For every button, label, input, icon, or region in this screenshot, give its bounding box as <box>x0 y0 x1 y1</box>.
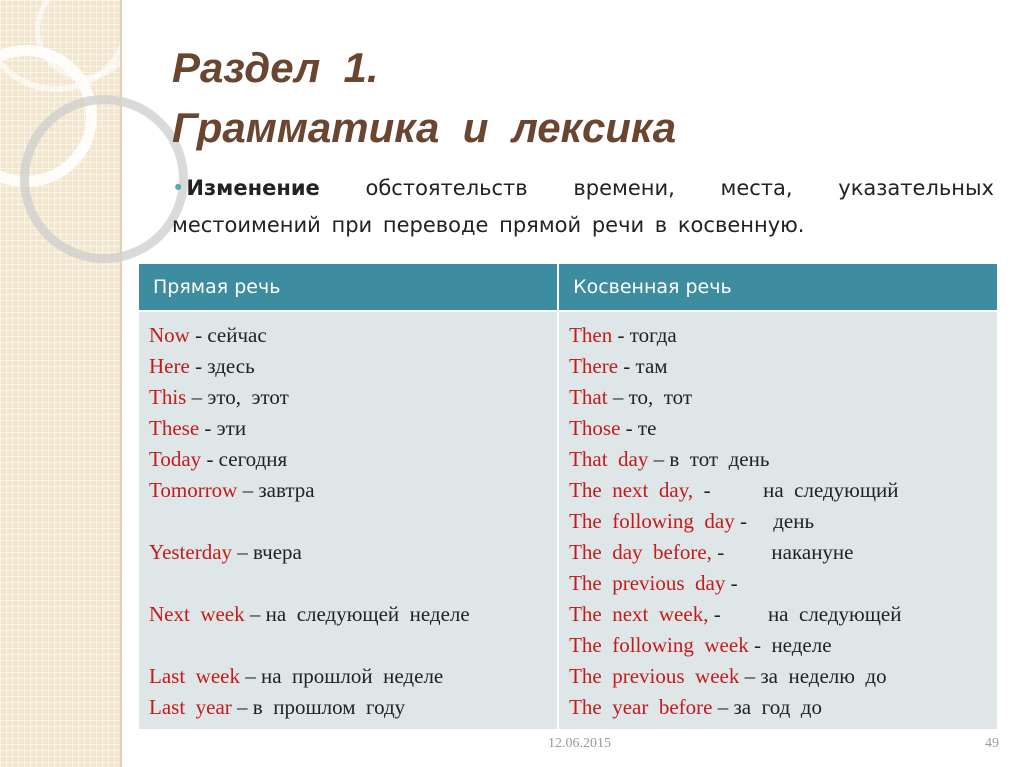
grammar-table <box>137 262 999 731</box>
russian-translation: – в прошлом году <box>231 695 406 719</box>
intro-text: обстоятельств времени, места, указательных местоимений при переводе прямой речи в косвенную. <box>172 176 994 237</box>
header-indirect-speech: Косвенная речь <box>558 263 998 311</box>
russian-translation: - накануне <box>711 540 854 564</box>
intro-bold: Изменение <box>186 176 320 200</box>
slide-title-line2: Грамматика и лексика <box>172 104 677 151</box>
english-word: This <box>149 385 187 409</box>
english-word: The previous week <box>569 664 740 688</box>
english-word: That day <box>569 447 649 471</box>
russian-translation: – в тот день <box>648 447 770 471</box>
english-word: Then <box>569 323 613 347</box>
english-word: The following day <box>569 509 735 533</box>
english-word: Next week <box>149 602 245 626</box>
russian-translation: – за год до <box>712 695 822 719</box>
english-word: The day before, <box>569 540 712 564</box>
english-word: Last week <box>149 664 240 688</box>
list-item <box>569 537 997 568</box>
russian-translation: – то, тот <box>607 385 693 409</box>
list-item <box>149 382 557 413</box>
russian-translation: - день <box>734 509 815 533</box>
english-word: The next day, <box>569 478 694 502</box>
russian-translation: – на прошлой неделе <box>239 664 444 688</box>
table-body-row <box>138 311 998 730</box>
decorative-ring <box>20 95 188 263</box>
list-item <box>149 630 557 661</box>
english-word: Today <box>149 447 202 471</box>
page-number: 49 <box>985 736 999 751</box>
list-item <box>569 630 997 661</box>
header-direct-speech: Прямая речь <box>138 263 558 311</box>
table-header-row <box>138 263 998 311</box>
russian-translation: - те <box>620 416 657 440</box>
indirect-speech-cell <box>558 311 998 730</box>
list-item <box>569 444 997 475</box>
list-item <box>569 599 997 630</box>
english-word: There <box>569 354 619 378</box>
slide-title-line1: Раздел 1. <box>172 44 379 91</box>
russian-translation: - тогда <box>612 323 677 347</box>
russian-translation: - неделе <box>748 633 832 657</box>
footer-date: 12.06.2015 <box>548 736 611 751</box>
list-item <box>149 537 557 568</box>
list-item <box>149 661 557 692</box>
list-item <box>569 475 997 506</box>
side-divider <box>120 0 122 767</box>
russian-translation: – на следующей неделе <box>244 602 470 626</box>
slide-title <box>172 38 892 158</box>
intro-bullet <box>172 170 994 244</box>
english-word: Tomorrow <box>149 478 238 502</box>
list-item <box>569 351 997 382</box>
list-item <box>149 692 557 723</box>
russian-translation: - там <box>618 354 668 378</box>
list-item <box>569 413 997 444</box>
russian-translation: - на следующей <box>708 602 902 626</box>
english-word: The following week <box>569 633 749 657</box>
list-item <box>149 506 557 537</box>
list-item <box>569 661 997 692</box>
list-item <box>149 320 557 351</box>
list-item <box>149 351 557 382</box>
english-word: The previous day <box>569 571 726 595</box>
russian-translation: - сейчас <box>189 323 267 347</box>
decorative-side-strip <box>0 0 120 767</box>
russian-translation: – это, этот <box>186 385 289 409</box>
russian-translation: - здесь <box>189 354 255 378</box>
direct-speech-cell <box>138 311 558 730</box>
list-item <box>149 413 557 444</box>
list-item <box>149 475 557 506</box>
bullet-icon: • <box>172 176 185 200</box>
list-item <box>569 506 997 537</box>
list-item <box>569 382 997 413</box>
russian-translation: – завтра <box>237 478 315 502</box>
list-item <box>569 568 997 599</box>
russian-translation: – за неделю до <box>739 664 887 688</box>
russian-translation: - сегодня <box>201 447 288 471</box>
english-word: Yesterday <box>149 540 233 564</box>
english-word: Those <box>569 416 621 440</box>
english-word: Now <box>149 323 190 347</box>
russian-translation: - на следующий <box>693 478 899 502</box>
english-word: These <box>149 416 200 440</box>
list-item <box>149 568 557 599</box>
english-word: The year before <box>569 695 713 719</box>
russian-translation: - эти <box>199 416 247 440</box>
list-item <box>149 444 557 475</box>
russian-translation: – вчера <box>232 540 302 564</box>
english-word: Last year <box>149 695 232 719</box>
english-word: The next week, <box>569 602 709 626</box>
list-item <box>569 692 997 723</box>
english-word: That <box>569 385 608 409</box>
english-word: Here <box>149 354 190 378</box>
russian-translation: - <box>725 571 738 595</box>
list-item <box>149 599 557 630</box>
list-item <box>569 320 997 351</box>
